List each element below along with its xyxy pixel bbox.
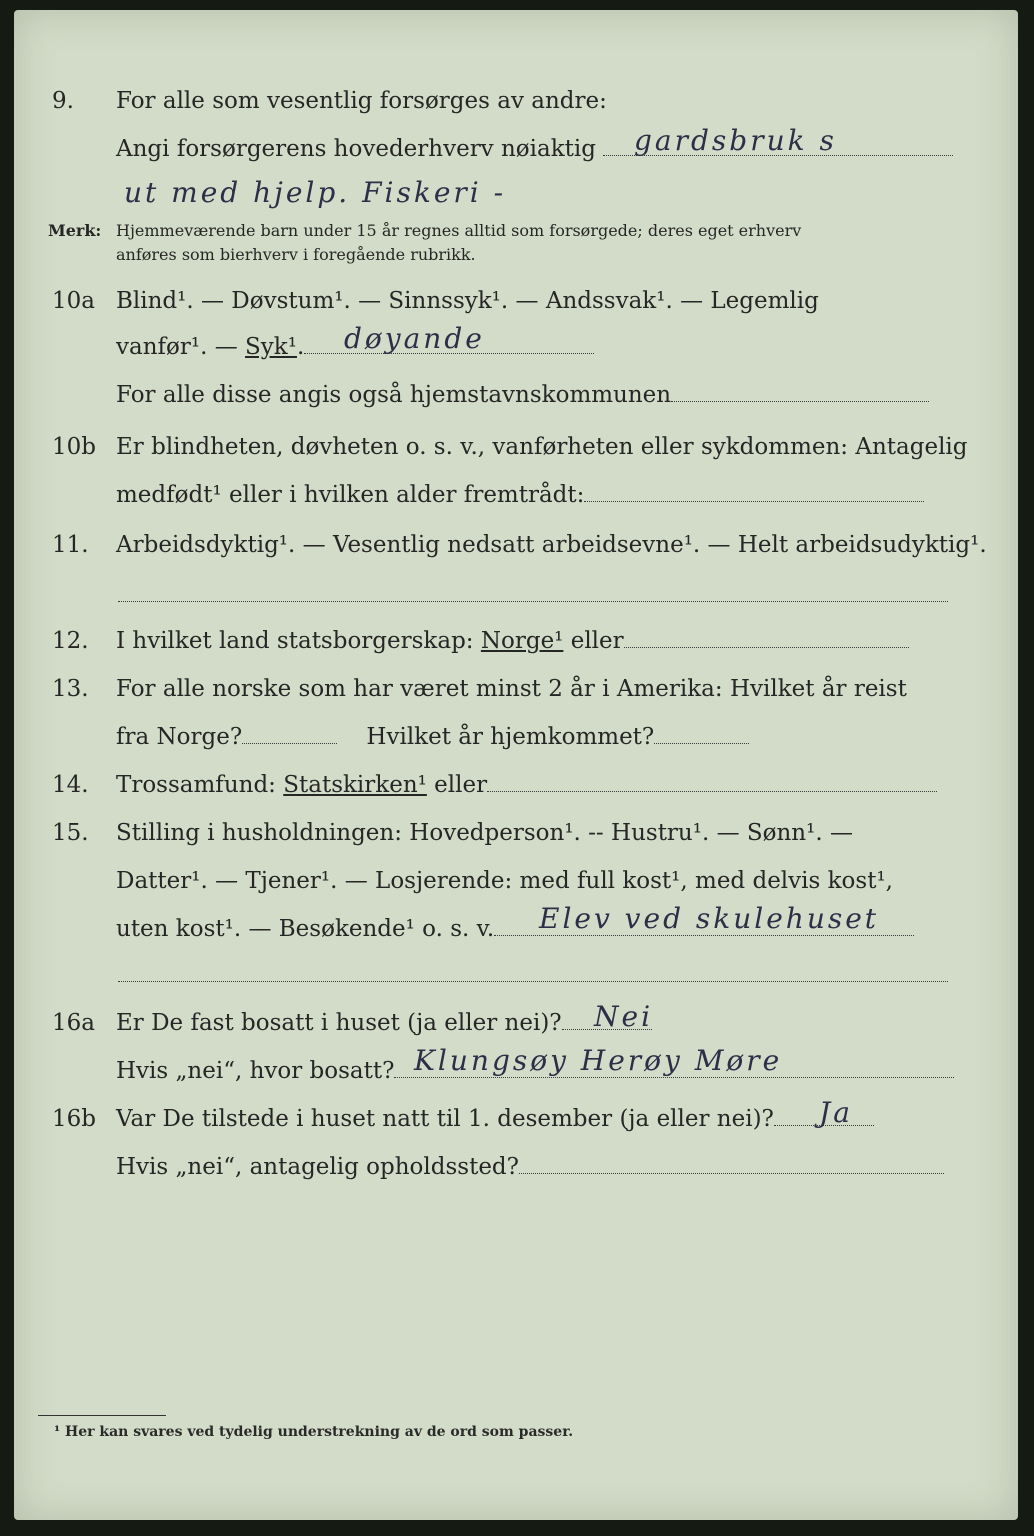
merk-text2: anføres som bierhverv i foregående rubrikk.: [116, 245, 476, 264]
footnote-rule: [38, 1415, 166, 1416]
q16b-text2: Hvis „nei“, antagelig opholdssted?: [116, 1152, 944, 1182]
q11-number: 11.: [52, 532, 89, 558]
q16b-number: 16b: [52, 1106, 96, 1132]
q13-text2: fra Norge? Hvilket år hjemkommet?: [116, 722, 749, 752]
q9-number: 9.: [52, 88, 74, 114]
statskirken-underlined: Statskirken¹: [283, 772, 427, 798]
q14-number: 14.: [52, 772, 89, 798]
q12-text: I hvilket land statsborgerskap: Norge¹ eller: [116, 626, 909, 656]
q10a-text1: Blind¹. — Døvstum¹. — Sinnssyk¹. — Andssvak¹. — Legemlig: [116, 288, 819, 314]
q15-answer: Elev ved skulehuset: [539, 902, 880, 935]
census-form-page: [14, 10, 1018, 1520]
q16a-answer2: Klungsøy Herøy Møre: [414, 1044, 783, 1077]
q10a-number: 10a: [52, 288, 95, 314]
q10a-text3: For alle disse angis også hjemstavnskommunen: [116, 380, 929, 410]
q10b-number: 10b: [52, 434, 96, 460]
merk-text1: Hjemmeværende barn under 15 år regnes alltid som forsørgede; deres eget erhverv: [116, 221, 802, 240]
q13-number: 13.: [52, 676, 89, 702]
footnote: ¹ Her kan svares ved tydelig understrekning av de ord som passer.: [54, 1424, 574, 1440]
syk-underlined: Syk¹: [245, 334, 297, 360]
q15-text1: Stilling i husholdningen: Hovedperson¹. -- Hustru¹. — Sønn¹. —: [116, 820, 853, 846]
q10a-text2: vanfør¹. — Syk¹.: [116, 332, 594, 362]
q16a-answer1: Nei: [594, 1000, 654, 1033]
q15-text3: uten kost¹. — Besøkende¹ o. s. v.: [116, 914, 914, 944]
q9-text2: Angi forsørgerens hovederhverv nøiaktig: [116, 134, 953, 164]
norge-underlined: Norge¹: [480, 628, 564, 654]
q9-answer1: gardsbruk s: [634, 124, 837, 157]
q10b-text1: Er blindheten, døvheten o. s. v., vanførheten eller sykdommen: Antagelig: [116, 434, 968, 460]
merk-label: Merk:: [48, 221, 102, 240]
q16b-text1: Var De tilstede i huset natt til 1. desember (ja eller nei)?: [116, 1104, 874, 1134]
q16a-text1: Er De fast bosatt i huset (ja eller nei)?: [116, 1008, 652, 1038]
q15-text2: Datter¹. — Tjener¹. — Losjerende: med full kost¹, med delvis kost¹,: [116, 868, 893, 894]
q16a-text2: Hvis „nei“, hvor bosatt?: [116, 1056, 954, 1086]
q16a-number: 16a: [52, 1010, 95, 1036]
q10b-text2: medfødt¹ eller i hvilken alder fremtrådt:: [116, 480, 924, 510]
q10a-answer: døyande: [344, 322, 485, 355]
q14-text: Trossamfund: Statskirken¹ eller: [116, 770, 937, 800]
q9-text1: For alle som vesentlig forsørges av andre:: [116, 88, 607, 114]
q9-answer2: ut med hjelp. Fiskeri -: [124, 176, 507, 209]
q11-blank-line: [118, 600, 948, 602]
q13-text1: For alle norske som har været minst 2 år i Amerika: Hvilket år reist: [116, 676, 907, 702]
q15-number: 15.: [52, 820, 89, 846]
q15-blank-line: [118, 980, 948, 982]
q12-number: 12.: [52, 628, 89, 654]
q11-text1: Arbeidsdyktig¹. — Vesentlig nedsatt arbeidsevne¹. — Helt arbeidsudyktig¹.: [116, 532, 987, 558]
q16b-answer1: Ja: [819, 1096, 853, 1129]
